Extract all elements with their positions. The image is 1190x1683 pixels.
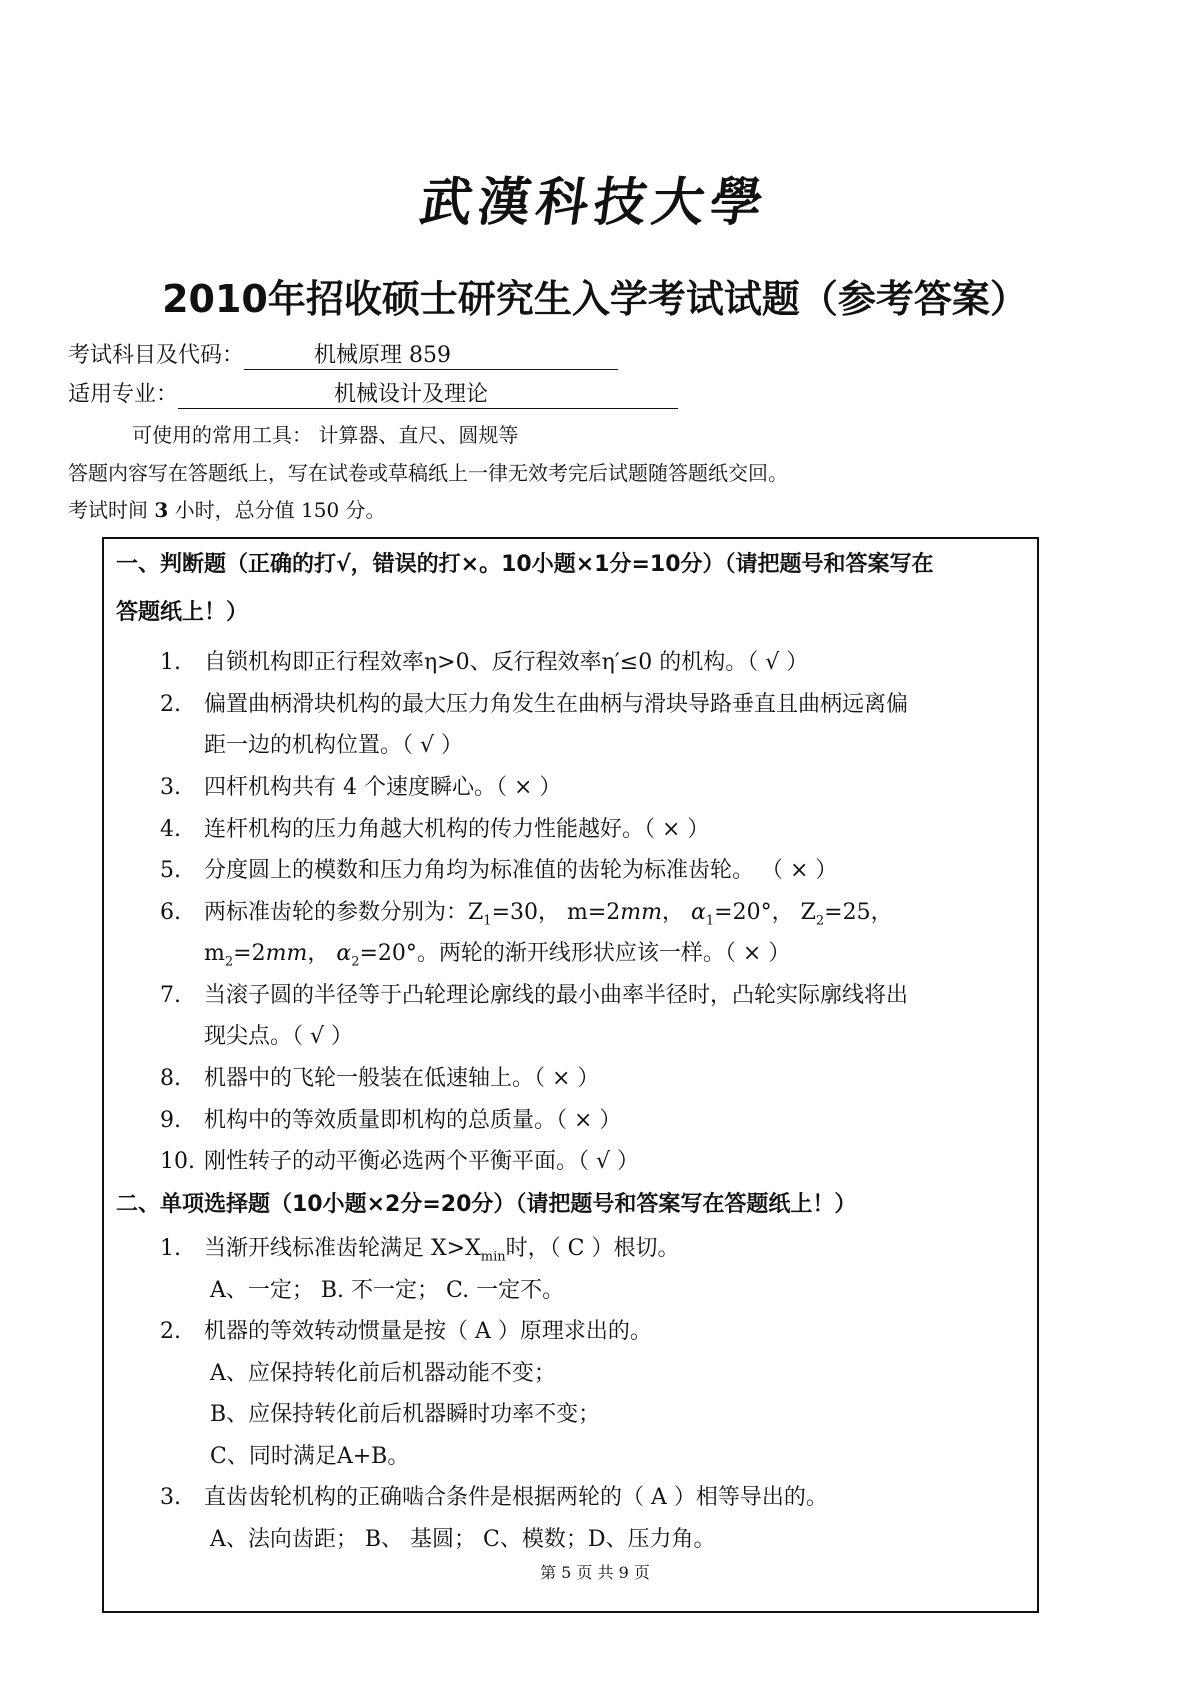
question-text: 直齿齿轮机构的正确啮合条件是根据两轮的（ A ）相等导出的。 — [204, 1485, 828, 1510]
question-number: 2. — [160, 1319, 181, 1344]
question-1-4 — [160, 809, 1027, 851]
major-line — [68, 382, 678, 409]
question-1-10 — [160, 1141, 1027, 1183]
z2-value: =25， — [824, 900, 893, 925]
alpha2-value: =20°。两轮的渐开线形状应该一样。（ × ） — [359, 941, 791, 966]
question-2-2-option-a: A、应保持转化前后机器动能不变； — [210, 1361, 556, 1386]
question-number: 8. — [160, 1066, 181, 1091]
subject-value: 机械原理 859 — [244, 343, 618, 370]
subject-line — [68, 343, 618, 370]
question-2-2-option-c: C、同时满足A+B。 — [210, 1444, 410, 1469]
page-footer: 第 5 页 共 9 页 — [540, 1563, 650, 1582]
question-text: 机器的等效转动惯量是按（ A ）原理求出的。 — [204, 1319, 652, 1344]
tools-line: 可使用的常用工具： 计算器、直尺、圆规等 — [132, 423, 519, 447]
question-1-7-cont: 现尖点。（ √ ） — [204, 1024, 354, 1049]
question-text: 刚性转子的动平衡必选两个平衡平面。（ √ ） — [204, 1149, 640, 1174]
question-1-9 — [160, 1100, 1027, 1142]
question-1-5 — [160, 850, 1027, 892]
unit-mm: mm — [620, 900, 663, 925]
section1-heading-line1: 一、判断题（正确的打√，错误的打×。10小题×1分=10分）（请把题号和答案写在 — [116, 552, 934, 577]
question-number: 5. — [160, 858, 181, 883]
question-1-7 — [160, 975, 1027, 1017]
question-2-1-options: A、一定； B. 不一定； C. 一定不。 — [210, 1278, 565, 1303]
question-2-3-options: A、法向齿距； B、 基圆； C、模数；D、压力角。 — [210, 1527, 716, 1552]
question-2-3 — [160, 1477, 1027, 1519]
question-number: 10. — [160, 1149, 195, 1174]
page-title: 2010年招收硕士研究生入学考试试题（参考答案） — [162, 277, 1028, 321]
question-text: 机器中的飞轮一般装在低速轴上。（ × ） — [204, 1066, 600, 1091]
question-1-8 — [160, 1058, 1027, 1100]
time-hours: 3 — [154, 498, 169, 522]
section2-heading: 二、单项选择题（10小题×2分=20分）（请把题号和答案写在答题纸上！） — [116, 1192, 857, 1217]
question-text: 自锁机构即正行程效率η>0、反行程效率η′≤0 的机构。（ √ ） — [204, 650, 809, 675]
question-1-2-cont: 距一边的机构位置。（ √ ） — [204, 733, 464, 758]
subscript-min: min — [480, 1249, 506, 1265]
question-text: 当渐开线标准齿轮满足 X>X — [204, 1236, 481, 1261]
time-prefix: 考试时间 — [68, 498, 155, 522]
question-number: 3. — [160, 775, 181, 800]
question-number: 9. — [160, 1108, 181, 1133]
question-text: 当滚子圆的半径等于凸轮理论廓线的最小曲率半径时，凸轮实际廓线将出 — [204, 983, 909, 1008]
question-1-3 — [160, 767, 1027, 809]
question-1-1 — [160, 642, 1027, 684]
questions-box — [102, 537, 1039, 1613]
alpha1-value: =20°， Z — [714, 900, 816, 925]
question-number: 7. — [160, 983, 181, 1008]
question-text: 分度圆上的模数和压力角均为标准值的齿轮为标准齿轮。 （ × ） — [204, 858, 838, 883]
question-text: 两标准齿轮的参数分别为：Z — [204, 900, 484, 925]
unit-mm: mm — [265, 941, 308, 966]
question-1-6-cont: $m_2=2mm$， $\alpha_2=20^\circ$。两轮的渐开线形状应该一样。（ × ） — [204, 941, 791, 970]
question-text: 连杆机构的压力角越大机构的传力性能越好。（ × ） — [204, 817, 710, 842]
question-2-2 — [160, 1311, 1027, 1353]
question-number: 1. — [160, 1236, 181, 1261]
question-text: 偏置曲柄滑块机构的最大压力角发生在曲柄与滑块导路垂直且曲柄远离偏 — [204, 692, 909, 717]
question-number: 4. — [160, 817, 181, 842]
question-text: 四杆机构共有 4 个速度瞬心。（ × ） — [204, 775, 562, 800]
question-text: 机构中的等效质量即机构的总质量。（ × ） — [204, 1108, 622, 1133]
question-number: 3. — [160, 1485, 181, 1510]
notice-line: 答题内容写在答题纸上，写在试卷或草稿纸上一律无效考完后试题随答题纸交回。 — [68, 461, 788, 485]
question-1-6: 6. 两标准齿轮的参数分别为：$Z_1=30$， m=2mm， $\alpha_1=20^\circ$， $Z_2=25$， — [160, 892, 1027, 942]
question-number: 1. — [160, 650, 181, 675]
major-label: 适用专业： — [68, 382, 179, 407]
section1-heading-line2: 答题纸上！） — [116, 600, 249, 625]
z1-value: =30， m=2 — [491, 900, 621, 925]
question-number: 2. — [160, 692, 181, 717]
time-suffix: 小时，总分值 150 分。 — [168, 498, 386, 522]
question-number: 6. — [160, 900, 181, 925]
question-text: 时，（ C ）根切。 — [505, 1236, 680, 1261]
question-1-2 — [160, 684, 1027, 726]
subject-label: 考试科目及代码： — [68, 343, 245, 368]
m2-value: =2 — [233, 941, 266, 966]
time-line — [68, 497, 386, 523]
question-2-2-option-b: B、应保持转化前后机器瞬时功率不变； — [210, 1402, 601, 1427]
major-value: 机械设计及理论 — [178, 382, 678, 409]
university-logo: 武漢科技大學 — [415, 172, 773, 233]
